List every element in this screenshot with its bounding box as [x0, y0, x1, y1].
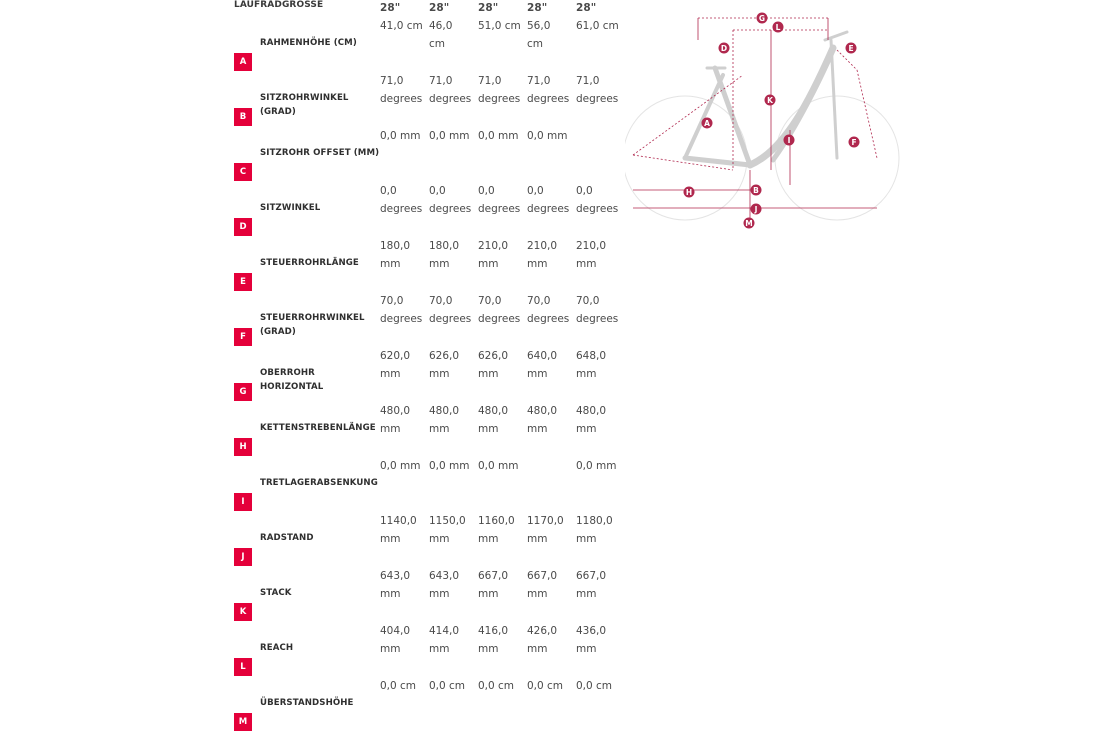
value-unit: mm: [527, 532, 548, 545]
measurement-value-cell: [527, 18, 576, 73]
value-number: 70,0: [478, 295, 502, 307]
measurement-value-cell: [576, 183, 625, 238]
value-number: 480,0: [576, 405, 607, 417]
value-number: 0,0 mm: [429, 460, 470, 472]
value-number: 56,0: [527, 20, 551, 32]
diagram-marker-label: B: [753, 185, 759, 195]
value-unit: mm: [527, 587, 548, 600]
value-unit: degrees: [576, 92, 619, 105]
measurement-label: OBERROHR HORIZONTAL: [260, 368, 324, 392]
value-number: 51,0 cm: [478, 20, 521, 32]
measurement-label: RAHMENHÖHE (CM): [260, 38, 357, 48]
value-unit: mm: [478, 422, 499, 435]
measurement-value-cell: [429, 293, 478, 348]
geometry-row-l: [230, 623, 625, 678]
value-number: 0,0 cm: [380, 680, 417, 692]
diagram-marker-j: [751, 204, 762, 215]
measurement-value-cell: [380, 183, 429, 238]
value-unit: mm: [576, 532, 597, 545]
value-unit: mm: [576, 367, 597, 380]
measurement-value-cell: [478, 623, 527, 678]
geometry-row-e: [230, 238, 625, 293]
measurement-value-cell: [478, 128, 527, 183]
diagram-marker-d: [719, 43, 730, 54]
value-unit: degrees: [478, 312, 521, 325]
value-number: 0,0 mm: [478, 460, 519, 472]
measurement-letter-badge: E: [234, 273, 252, 291]
measurement-value-cell: [478, 238, 527, 293]
value-number: 480,0: [527, 405, 558, 417]
diagram-marker-label: M: [745, 218, 753, 228]
measurement-label: TRETLAGERABSENKUNG: [260, 478, 378, 488]
measurement-label: RADSTAND: [260, 533, 314, 543]
measurement-value-cell: [527, 623, 576, 678]
measurement-value-cell: [429, 128, 478, 183]
value-number: 0,0 cm: [576, 680, 613, 692]
value-unit: degrees: [527, 202, 570, 215]
value-number: 626,0: [429, 350, 460, 362]
value-number: 0,0: [478, 185, 495, 197]
measurement-label: KETTENSTREBENLÄNGE: [260, 423, 376, 433]
diagram-marker-f: [849, 137, 860, 148]
measurement-letter-badge: L: [234, 658, 252, 676]
measurement-value-cell: [527, 403, 576, 458]
value-number: 0,0: [527, 185, 544, 197]
value-unit: mm: [380, 257, 401, 270]
value-number: 1140,0: [380, 515, 417, 527]
geometry-row-i: [230, 458, 625, 513]
measurement-value-cell: [429, 513, 478, 568]
measurement-value-cell: [380, 623, 429, 678]
measurement-value-cell: [478, 18, 527, 73]
value-number: 210,0: [527, 240, 558, 252]
value-unit: mm: [429, 422, 450, 435]
value-unit: mm: [478, 532, 499, 545]
value-number: 0,0 mm: [429, 130, 470, 142]
diagram-marker-i: [784, 135, 795, 146]
value-unit: degrees: [429, 202, 472, 215]
value-number: 0,0 cm: [527, 680, 564, 692]
geometry-row-m: [230, 678, 625, 733]
diagram-marker-l: [773, 22, 784, 33]
value-number: 480,0: [478, 405, 509, 417]
measurement-value-cell: [429, 18, 478, 73]
measurement-value-cell: [380, 568, 429, 623]
value-number: 71,0: [576, 75, 600, 87]
measurement-letter-badge: F: [234, 328, 252, 346]
measurement-letter-badge: J: [234, 548, 252, 566]
value-unit: mm: [576, 257, 597, 270]
value-unit: mm: [380, 422, 401, 435]
geometry-row-a: [230, 18, 625, 73]
measurement-value-cell: [576, 73, 625, 128]
measurement-letter-badge: I: [234, 493, 252, 511]
value-number: 643,0: [380, 570, 411, 582]
diagram-marker-label: E: [848, 43, 854, 53]
value-unit: mm: [527, 642, 548, 655]
value-unit: mm: [527, 367, 548, 380]
value-unit: degrees: [380, 312, 423, 325]
value-unit: mm: [576, 642, 597, 655]
value-unit: mm: [429, 532, 450, 545]
measurement-value-cell: [478, 183, 527, 238]
diagram-marker-label: I: [787, 135, 791, 145]
geometry-row-h: [230, 403, 625, 458]
measurement-value-cell: [380, 18, 429, 73]
measurement-letter-badge: K: [234, 603, 252, 621]
value-number: 70,0: [527, 295, 551, 307]
measurement-letter-badge: A: [234, 53, 252, 71]
diagram-marker-e: [846, 43, 857, 54]
diagram-marker-b: [751, 185, 762, 196]
value-number: 1170,0: [527, 515, 564, 527]
value-number: 667,0: [478, 570, 509, 582]
value-unit: mm: [380, 532, 401, 545]
value-number: 0,0 mm: [478, 130, 519, 142]
measurement-value-cell: [478, 403, 527, 458]
measurement-value-cell: [429, 568, 478, 623]
measurement-value-cell: [576, 513, 625, 568]
geometry-row-b: [230, 73, 625, 128]
value-unit: degrees: [380, 92, 423, 105]
value-unit: degrees: [429, 92, 472, 105]
value-unit: mm: [527, 422, 548, 435]
value-number: 71,0: [527, 75, 551, 87]
value-unit: degrees: [429, 312, 472, 325]
value-unit: mm: [576, 422, 597, 435]
measurement-value-cell: [527, 678, 576, 733]
measurement-value-cell: [380, 348, 429, 403]
measurement-value-cell: [429, 73, 478, 128]
measurement-label: SITZWINKEL: [260, 203, 321, 213]
diagram-marker-h: [684, 187, 695, 198]
value-number: 640,0: [527, 350, 558, 362]
geometry-row-g: [230, 348, 625, 403]
value-number: 71,0: [429, 75, 453, 87]
measurement-value-cell: [380, 458, 429, 513]
wheel-size-5: 28": [576, 2, 597, 14]
measurement-letter-badge: M: [234, 713, 252, 731]
value-number: 1180,0: [576, 515, 613, 527]
value-number: 480,0: [380, 405, 411, 417]
measurement-label: REACH: [260, 643, 294, 653]
diagram-marker-label: L: [775, 22, 781, 32]
value-number: 480,0: [429, 405, 460, 417]
diagram-marker-label: F: [851, 137, 857, 147]
value-number: 180,0: [380, 240, 411, 252]
diagram-marker-k: [765, 95, 776, 106]
value-number: 426,0: [527, 625, 558, 637]
measurement-value-cell: [576, 128, 625, 183]
value-number: 416,0: [478, 625, 509, 637]
value-number: 71,0: [478, 75, 502, 87]
measurement-value-cell: [576, 403, 625, 458]
measurement-value-cell: [527, 568, 576, 623]
measurement-value-cell: [429, 678, 478, 733]
measurement-value-cell: [527, 513, 576, 568]
value-number: 1160,0: [478, 515, 515, 527]
measurement-label: SITZROHRWINKEL (GRAD): [260, 93, 349, 117]
value-unit: mm: [429, 257, 450, 270]
value-number: 620,0: [380, 350, 411, 362]
value-unit: degrees: [478, 202, 521, 215]
measurement-label: SITZROHR OFFSET (MM): [260, 148, 380, 158]
value-number: 0,0 mm: [380, 460, 421, 472]
geometry-table: [230, 0, 625, 733]
wheel-size-1: 28": [380, 2, 401, 14]
measurement-value-cell: [380, 678, 429, 733]
value-unit: degrees: [576, 312, 619, 325]
measurement-label: STACK: [260, 588, 292, 598]
measurement-value-cell: [478, 513, 527, 568]
measurement-value-cell: [576, 458, 625, 513]
value-unit: mm: [478, 587, 499, 600]
measurement-value-cell: [478, 458, 527, 513]
diagram-marker-label: A: [704, 118, 710, 128]
value-number: 404,0: [380, 625, 411, 637]
measurement-value-cell: [380, 238, 429, 293]
measurement-value-cell: [429, 238, 478, 293]
value-unit: cm: [429, 37, 446, 50]
geometry-row-f: [230, 293, 625, 348]
measurement-value-cell: [478, 73, 527, 128]
value-number: 643,0: [429, 570, 460, 582]
value-unit: mm: [478, 642, 499, 655]
measurement-value-cell: [380, 73, 429, 128]
geometry-row-c: [230, 128, 625, 183]
measurement-value-cell: [380, 513, 429, 568]
value-number: 46,0: [429, 20, 453, 32]
measurement-value-cell: [478, 293, 527, 348]
measurement-value-cell: [576, 238, 625, 293]
bike-geometry-diagram: [625, 10, 900, 235]
wheel-size-3: 28": [478, 2, 499, 14]
measurement-letter-badge: C: [234, 163, 252, 181]
value-unit: degrees: [527, 312, 570, 325]
measurement-value-cell: [576, 293, 625, 348]
value-number: 648,0: [576, 350, 607, 362]
value-number: 71,0: [380, 75, 404, 87]
diagram-marker-label: J: [754, 204, 758, 214]
value-unit: mm: [576, 587, 597, 600]
measurement-value-cell: [478, 348, 527, 403]
value-unit: mm: [527, 257, 548, 270]
value-number: 210,0: [576, 240, 607, 252]
measurement-value-cell: [527, 293, 576, 348]
measurement-value-cell: [527, 183, 576, 238]
measurement-value-cell: [478, 568, 527, 623]
measurement-label: ÜBERSTANDSHÖHE: [260, 698, 354, 708]
value-unit: mm: [478, 257, 499, 270]
measurement-value-cell: [576, 678, 625, 733]
value-number: 667,0: [527, 570, 558, 582]
value-number: 70,0: [429, 295, 453, 307]
wheel-size-header: LAUFRADGRÖSSE: [234, 0, 324, 10]
value-number: 0,0 mm: [527, 130, 568, 142]
value-number: 667,0: [576, 570, 607, 582]
measurement-value-cell: [380, 128, 429, 183]
diagram-marker-label: G: [758, 13, 766, 23]
value-number: 61,0 cm: [576, 20, 619, 32]
value-number: 0,0 mm: [576, 460, 617, 472]
measurement-letter-badge: D: [234, 218, 252, 236]
measurement-value-cell: [527, 73, 576, 128]
value-unit: degrees: [576, 202, 619, 215]
measurement-value-cell: [527, 348, 576, 403]
value-number: 1150,0: [429, 515, 466, 527]
measurement-letter-badge: G: [234, 383, 252, 401]
value-unit: degrees: [478, 92, 521, 105]
measurement-value-cell: [429, 623, 478, 678]
diagram-marker-a: [702, 118, 713, 129]
measurement-value-cell: [429, 183, 478, 238]
value-unit: degrees: [380, 202, 423, 215]
value-unit: mm: [380, 587, 401, 600]
value-unit: mm: [380, 367, 401, 380]
value-unit: mm: [478, 367, 499, 380]
geometry-row-d: [230, 183, 625, 238]
value-unit: mm: [429, 367, 450, 380]
measurement-letter-badge: H: [234, 438, 252, 456]
value-number: 626,0: [478, 350, 509, 362]
measurement-value-cell: [429, 403, 478, 458]
measurement-value-cell: [576, 18, 625, 73]
measurement-value-cell: [527, 238, 576, 293]
measurement-label: STEUERROHRWINKEL (GRAD): [260, 313, 365, 337]
diagram-marker-label: H: [685, 187, 693, 197]
value-unit: mm: [380, 642, 401, 655]
measurement-value-cell: [429, 348, 478, 403]
value-number: 41,0 cm: [380, 20, 423, 32]
measurement-value-cell: [527, 458, 576, 513]
geometry-row-j: [230, 513, 625, 568]
diagram-marker-m: [744, 218, 755, 229]
geometry-row-k: [230, 568, 625, 623]
measurement-value-cell: [380, 403, 429, 458]
value-number: 210,0: [478, 240, 509, 252]
measurement-value-cell: [576, 568, 625, 623]
value-unit: mm: [429, 642, 450, 655]
measurement-value-cell: [429, 458, 478, 513]
value-number: 436,0: [576, 625, 607, 637]
value-unit: mm: [429, 587, 450, 600]
value-number: 0,0 mm: [380, 130, 421, 142]
value-number: 0,0 cm: [429, 680, 466, 692]
value-number: 0,0: [380, 185, 397, 197]
measurement-value-cell: [527, 128, 576, 183]
wheel-size-4: 28": [527, 2, 548, 14]
value-unit: degrees: [527, 92, 570, 105]
value-number: 70,0: [380, 295, 404, 307]
value-number: 0,0 cm: [478, 680, 515, 692]
value-number: 70,0: [576, 295, 600, 307]
wheel-size-2: 28": [429, 2, 450, 14]
diagram-marker-label: D: [720, 43, 728, 53]
table-header-row: [230, 0, 625, 18]
measurement-letter-badge: B: [234, 108, 252, 126]
value-unit: cm: [527, 37, 544, 50]
value-number: 414,0: [429, 625, 460, 637]
value-number: 180,0: [429, 240, 460, 252]
diagram-marker-g: [757, 13, 768, 24]
value-number: 0,0: [576, 185, 593, 197]
diagram-marker-label: K: [767, 95, 773, 105]
measurement-value-cell: [380, 293, 429, 348]
measurement-value-cell: [576, 623, 625, 678]
value-number: 0,0: [429, 185, 446, 197]
measurement-value-cell: [478, 678, 527, 733]
measurement-label: STEUERROHRLÄNGE: [260, 258, 359, 268]
measurement-value-cell: [576, 348, 625, 403]
